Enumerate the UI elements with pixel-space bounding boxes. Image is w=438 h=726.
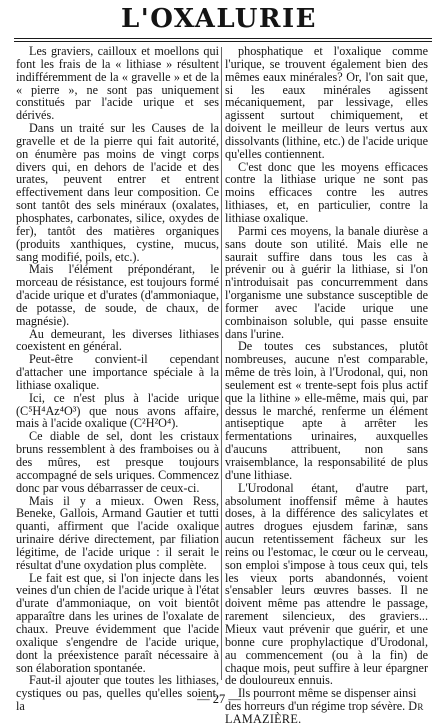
author-signature: Dr LAMAZIÈRE.	[225, 699, 424, 726]
paragraph: De toutes ces substances, plutôt nombreuses, aucune n'est comparable, même de très loin, à l'Urodonal, qui, non seulement est « trente-sept fois plus actif que la lithine » elle-même, mais qui, par dessus le marché, renferme un élément antiseptique apte à arrêter les fermentations urinaires, auxquelles d'aucuns attribuent, non sans vraisemblance, la responsabilité de plus d'une lithiase.	[225, 339, 428, 482]
paragraph: Ici, ce n'est plus à l'acide urique (C⁵H⁴Az⁴O³) que nous avons affaire, mais à l'acide oxalique (C²H²O⁴).	[16, 390, 219, 431]
paragraph: Au demeurant, les diverses lithiases coexistent en général.	[16, 326, 219, 354]
paragraph: Parmi ces moyens, la banale diurèse a sans doute son utilité. Mais elle ne saurait suffire dans tous les cas à prévenir ou à guérir la lithiase, si l'on n'introduisait pas concurremment dans l'organisme une substance susceptible de former avec l'acide urique une combinaison soluble, qui passe ensuite dans l'urine.	[225, 223, 428, 341]
paragraph: Faut-il ajouter que toutes les lithiases, cystiques ou pas, quelles qu'elles soient, la	[16, 673, 219, 714]
column-divider	[221, 47, 222, 680]
paragraph-text: Ils pourront même se dispenser ainsi des horreurs d'un régime trop sévère.	[225, 686, 417, 714]
paragraph: Le fait est que, si l'on injecte dans les veines d'un chien de l'acide urique à l'état d'urate d'ammoniaque, on voit bientôt apparaître dans les urines de l'oxalate de chaux. Preuve évidemment que l'acide oxalique s'engendre de l'acide urique, dont la préexistence paraît nécessaire à son élaboration spontanée.	[16, 570, 219, 675]
page-title: L'OXALURIE	[121, 4, 317, 34]
paragraph: C'est donc que les moyens efficaces contre la lithiase urique ne sont pas moins efficaces contre les autres lithiases, et, en particulier, contre la lithiase oxalique.	[225, 159, 428, 225]
article-left-column	[16, 45, 219, 713]
paragraph: Ce diable de sel, dont les cristaux bruns ressemblent à des framboises ou à des mûres, est presque toujours accompagné de sels uriques. Commencez donc par vous débarrasser de ceux-ci.	[16, 429, 219, 495]
paragraph: Mais il y a mieux. Owen Ress, Beneke, Gallois, Armand Gautier et tutti quanti, affirment que l'acide oxalique urinaire dérive directement, par filiation légitime, de l'acide urique : il serait le résultat d'une oxydation plus complète.	[16, 493, 219, 572]
paragraph: Mais l'élément prépondérant, le morceau de résistance, est toujours formé d'acide urique et d'urates (d'ammoniaque, de potasse, de soude, de chaux, de magnésie).	[16, 262, 219, 328]
page-number: — 27 —	[197, 692, 241, 706]
paragraph: Les graviers, cailloux et moellons qui font les frais de la « lithiase » résultent indifféremment de la « gravelle » et de la « pierre », ne sont pas uniquement constitués par l'acide urique et ses dérivés.	[16, 44, 219, 123]
paragraph: phosphatique et l'oxalique comme l'urique, se trouvent également bien des mêmes eaux minérales? Or, l'on sait que, si les eaux minérales agissent mécaniquement, par lessivage, elles agissent surtout chimiquement, et doivent le meilleur de leurs vertus aux dissolvants (lithine, etc.) de l'acide urique qu'elles contiennent.	[225, 44, 428, 161]
paragraph: Dans un traité sur les Causes de la gravelle et de la pierre qui fait autorité, on énumère pas moins de vingt corps divers qui, en dehors de l'acide et des urates, peuvent entrer et entrent effectivement dans leur composition. Ce sont tantôt des sels minéraux (oxalates, phosphates, carbonates, silice, oxydes de fer), tantôt des matières organiques (produits xanthiques, cystine, mucus, sang modifié, poils, etc.).	[16, 121, 219, 264]
title-rule-bottom	[14, 41, 432, 42]
paragraph: Peut-être convient-il cependant d'attacher une importance spéciale à la lithiase oxalique.	[16, 352, 219, 392]
paragraph: L'Urodonal étant, d'autre part, absolument inoffensif même à hautes doses, à la différence des salicylates et autres drogues ejusdem farinæ, sans aucun retentissement fâcheux sur les reins ou l'estomac, le cœur ou le cerveau, son emploi s'impose à tous ceux qui, tels les vieux ports abandonnés, voient s'ensabler leurs œuvres basses. Il ne doivent même pas attendre le passage, rarement silencieux, des graviers... Mieux vaut prévenir que guérir, et une bonne cure prophylactique d'Urodonal, au commencement (ou à la fin) de chaque mois, peut suffire à leur épargner de douloureux ennuis.	[225, 480, 428, 688]
title-rule-top	[14, 38, 432, 39]
article-right-column	[225, 45, 428, 726]
